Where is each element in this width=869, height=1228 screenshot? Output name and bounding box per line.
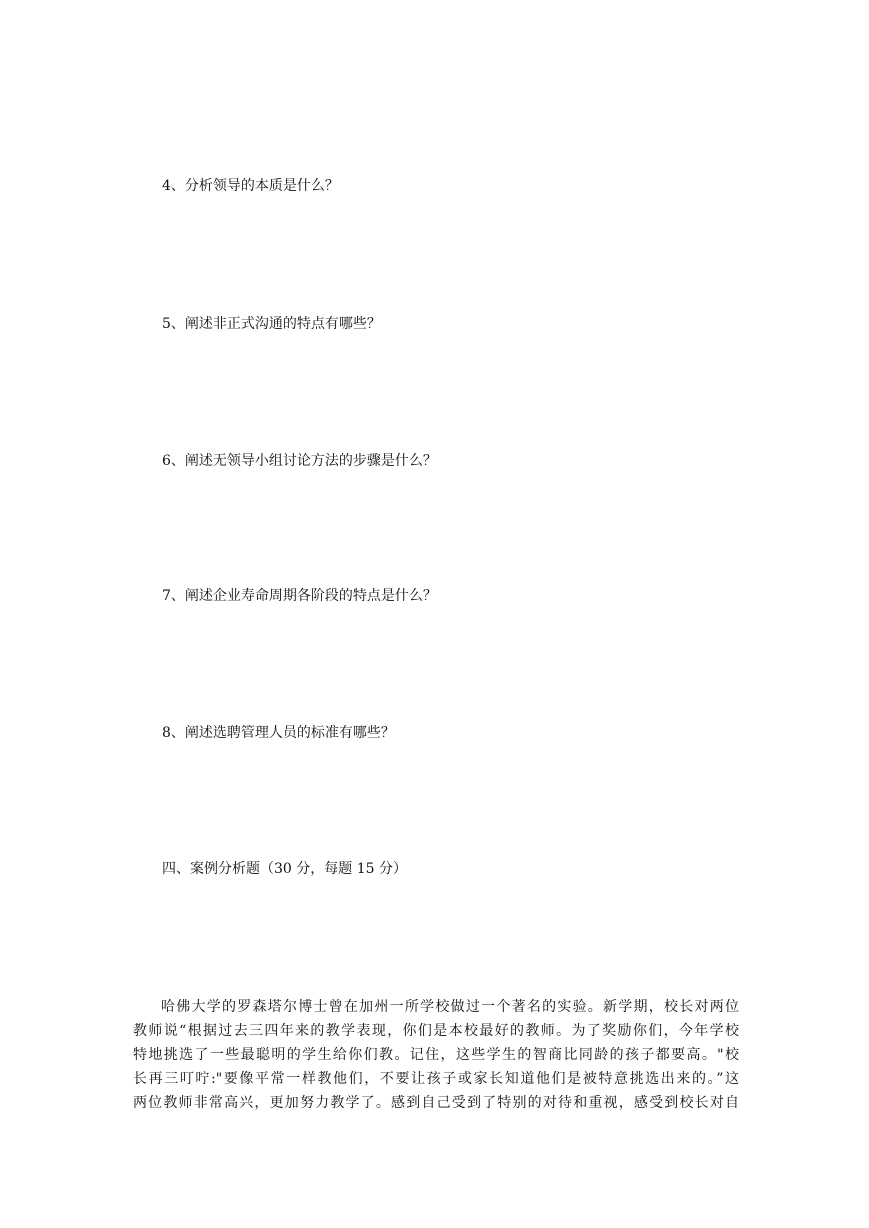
question-6: 6、阐述无领导小组讨论方法的步骤是什么？ (162, 453, 437, 469)
question-5: 5、阐述非正式沟通的特点有哪些？ (162, 316, 381, 332)
case-line-4: 长再三叮咛:"要像平常一样教他们，不要让孩子或家长知道他们是被特意挑选出来的。”这 (133, 1071, 739, 1087)
case-paragraph (133, 995, 739, 1115)
case-line-3: 特地挑选了一些最聪明的学生给你们教。记住，这些学生的智商比同龄的孩子都要高。"校 (133, 1047, 739, 1063)
case-line-1: 哈佛大学的罗森塔尔博士曾在加州一所学校做过一个著名的实验。新学期，校长对两位 (161, 999, 739, 1015)
section-heading-case-analysis: 四、案例分析题（30 分，每题 15 分） (162, 861, 407, 877)
question-7: 7、阐述企业寿命周期各阶段的特点是什么？ (162, 588, 437, 604)
case-line-5: 两位教师非常高兴，更加努力教学了。感到自己受到了特别的对待和重视，感受到校长对自 (133, 1095, 739, 1111)
question-8: 8、阐述选聘管理人员的标准有哪些？ (162, 725, 395, 741)
case-line-2: 教师说“根据过去三四年来的教学表现，你们是本校最好的教师。为了奖励你们，今年学校 (133, 1023, 739, 1039)
question-4: 4、分析领导的本质是什么？ (162, 178, 339, 194)
